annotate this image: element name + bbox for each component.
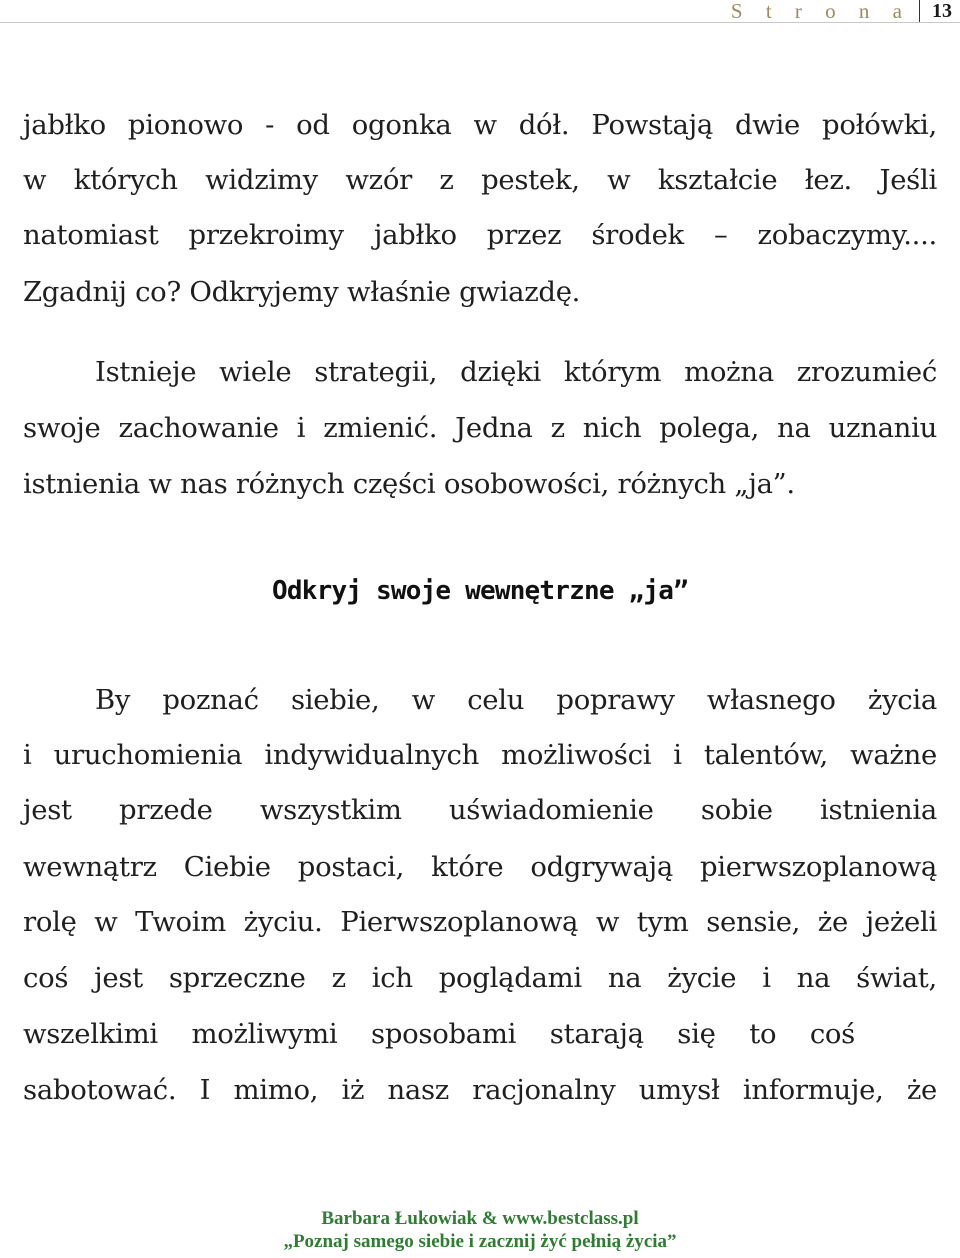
header-separator [919, 0, 920, 22]
text-line: By poznać siebie, w celu poprawy własnego życia [95, 684, 937, 716]
section-heading: Odkryj swoje wewnętrzne „ja” [272, 576, 688, 606]
text-line: jest przede wszystkim uświadomienie sobie istnienia [23, 794, 937, 826]
text-line: jabłko pionowo - od ogonka w dół. Powstają dwie połówki, [23, 109, 937, 141]
text-line: istnienia w nas różnych części osobowości, różnych „ja”. [23, 468, 795, 500]
page-label: S t r o n a [730, 0, 911, 23]
text-line: sabotować. I mimo, iż nasz racjonalny umysł informuje, że [23, 1074, 937, 1106]
text-line: wewnątrz Ciebie postaci, które odgrywają pierwszoplanową [23, 851, 937, 883]
text-line: natomiast przekroimy jabłko przez środek – zobaczymy.... [23, 219, 937, 251]
text-line: i uruchomienia indywidualnych możliwości i talentów, ważne [23, 739, 937, 771]
text-line: Zgadnij co? Odkryjemy właśnie gwiazdę. [23, 276, 581, 308]
header-rule [0, 22, 960, 23]
page-number: 13 [932, 0, 952, 22]
text-line: coś jest sprzeczne z ich poglądami na życie i na świat, [23, 962, 937, 994]
text-line: wszelkimi możliwymi sposobami starają się to coś [23, 1018, 855, 1050]
text-line: swoje zachowanie i zmienić. Jedna z nich polega, na uznaniu [23, 412, 937, 444]
footer-tagline: „Poznaj samego siebie i zacznij żyć pełnią życia” [283, 1231, 677, 1252]
text-line: w których widzimy wzór z pestek, w kształcie łez. Jeśli [23, 164, 937, 196]
page-header [731, 0, 952, 22]
footer-author: Barbara Łukowiak & www.bestclass.pl [321, 1208, 639, 1229]
text-line: Istnieje wiele strategii, dzięki którym można zrozumieć [95, 356, 937, 388]
text-line: rolę w Twoim życiu. Pierwszoplanową w tym sensie, że jeżeli [23, 906, 937, 938]
